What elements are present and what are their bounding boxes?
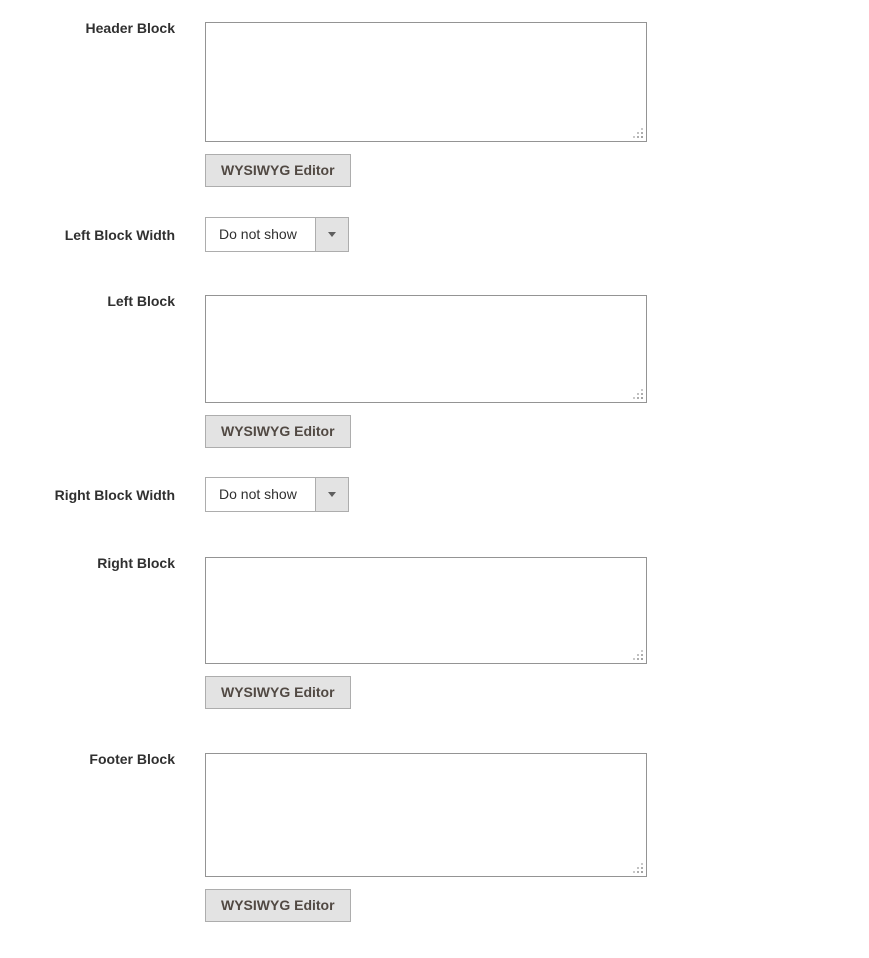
form-row-header-block xyxy=(0,18,869,187)
field-label-footer-block: Footer Block xyxy=(89,751,175,767)
field-label-left-block: Left Block xyxy=(107,293,175,309)
field-control xyxy=(205,749,647,922)
form-row-left-block xyxy=(0,291,869,448)
textarea-wrapper xyxy=(205,18,647,142)
field-label-right-block: Right Block xyxy=(97,555,175,571)
form-row-right-block-width xyxy=(0,477,869,512)
chevron-down-glyph xyxy=(328,492,336,497)
right-block-textarea[interactable] xyxy=(205,557,647,664)
textarea-wrapper xyxy=(205,291,647,403)
textarea-wrapper xyxy=(205,553,647,664)
field-control xyxy=(205,291,647,448)
wysiwyg-editor-button[interactable]: WYSIWYG Editor xyxy=(205,889,351,922)
field-label-right-block-width: Right Block Width xyxy=(54,487,175,503)
chevron-down-glyph xyxy=(328,232,336,237)
wysiwyg-editor-button[interactable]: WYSIWYG Editor xyxy=(205,154,351,187)
select-selected-value: Do not show xyxy=(219,486,297,502)
page-blocks-form xyxy=(0,18,869,922)
form-row-footer-block xyxy=(0,749,869,922)
field-control xyxy=(205,217,349,252)
left-block-textarea[interactable] xyxy=(205,295,647,403)
field-control xyxy=(205,553,647,709)
select-selected-value: Do not show xyxy=(219,226,297,242)
left-block-width-select[interactable] xyxy=(205,217,349,252)
field-label-header-block: Header Block xyxy=(85,20,175,36)
form-row-left-block-width xyxy=(0,217,869,252)
footer-block-textarea[interactable] xyxy=(205,753,647,877)
right-block-width-select[interactable] xyxy=(205,477,349,512)
field-control xyxy=(205,18,647,187)
wysiwyg-editor-button[interactable]: WYSIWYG Editor xyxy=(205,676,351,709)
wysiwyg-editor-button[interactable]: WYSIWYG Editor xyxy=(205,415,351,448)
field-label-left-block-width: Left Block Width xyxy=(64,227,175,243)
chevron-down-icon xyxy=(315,478,348,511)
chevron-down-icon xyxy=(315,218,348,251)
field-control xyxy=(205,477,349,512)
textarea-wrapper xyxy=(205,749,647,877)
form-row-right-block xyxy=(0,553,869,709)
header-block-textarea[interactable] xyxy=(205,22,647,142)
